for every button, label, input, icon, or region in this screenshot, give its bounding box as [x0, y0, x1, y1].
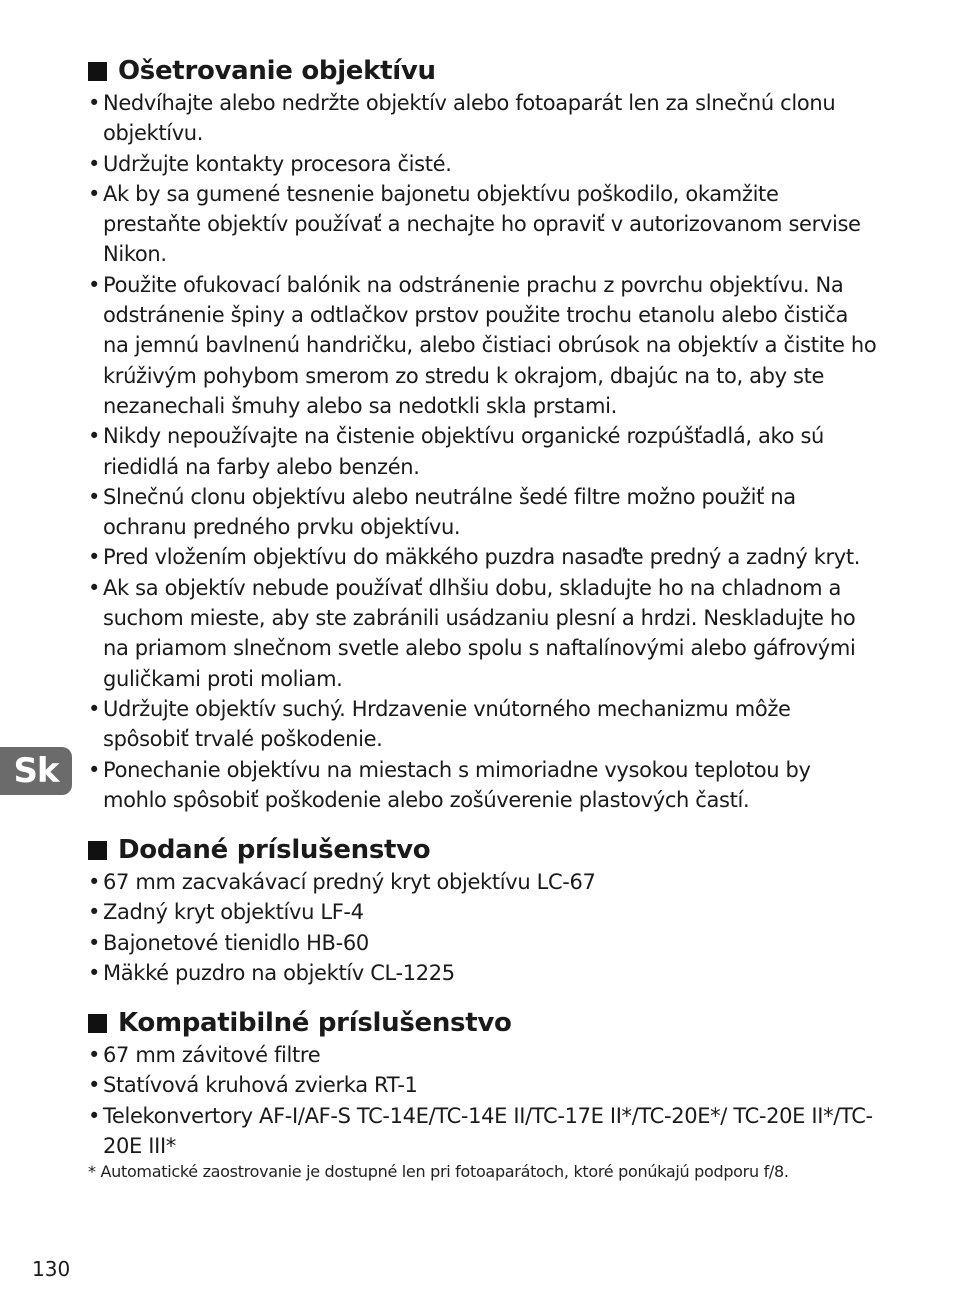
- list-item: • 67 mm závitové filtre: [88, 1040, 878, 1070]
- list-item: • Slnečnú clonu objektívu alebo neutrálne šedé filtre možno použiť na ochranu predného prvku objektívu.: [88, 482, 878, 543]
- bullet-list: [88, 867, 878, 988]
- list-item: • Nedvíhajte alebo nedržte objektív alebo fotoaparát len za slnečnú clonu objektívu.: [88, 88, 878, 149]
- list-item: • Udržujte kontakty procesora čisté.: [88, 149, 878, 179]
- section-heading: [88, 1006, 878, 1040]
- square-bullet-icon: [88, 1014, 107, 1033]
- list-item: • Ak by sa gumené tesnenie bajonetu objektívu poškodilo, okamžite prestaňte objektív používať a nechajte ho opraviť v autorizovanom servise Nikon.: [88, 179, 878, 270]
- square-bullet-icon: [88, 841, 107, 860]
- section-title: Dodané príslušenstvo: [118, 835, 431, 865]
- section-compatible-accessories: [88, 1006, 878, 1161]
- page-number: 130: [32, 1257, 71, 1281]
- list-item: • Ponechanie objektívu na miestach s mimoriadne vysokou teplotou by mohlo spôsobiť poškodenie alebo zošúverenie plastových častí.: [88, 755, 878, 816]
- section-title: Ošetrovanie objektívu: [118, 56, 436, 86]
- list-item: • Ak sa objektív nebude používať dlhšiu dobu, skladujte ho na chladnom a suchom mieste, aby ste zabránili usádzaniu plesní a hrdzi. Neskladujte ho na priamom slnečnom svetle alebo spolu s naftalínovými alebo gáfrovými guličkami proti moliam.: [88, 573, 878, 694]
- list-item: • Telekonvertory AF-I/AF-S TC-14E/TC-14E II/TC-17E II*/TC-20E*/ TC-20E II*/TC-20E III*: [88, 1101, 878, 1162]
- bullet-list: [88, 1040, 878, 1161]
- bullet-list: [88, 88, 878, 815]
- list-item: • Mäkké puzdro na objektív CL-1225: [88, 958, 878, 988]
- list-item: • Statívová kruhová zvierka RT-1: [88, 1070, 878, 1100]
- footnote: * Automatické zaostrovanie je dostupné len pri fotoaparátoch, ktoré ponúkajú podporu f/8.: [88, 1162, 789, 1181]
- section-lens-care: [88, 54, 878, 815]
- list-item: • Zadný kryt objektívu LF-4: [88, 897, 878, 927]
- list-item: • 67 mm zacvakávací predný kryt objektívu LC-67: [88, 867, 878, 897]
- square-bullet-icon: [88, 62, 107, 81]
- list-item: • Udržujte objektív suchý. Hrdzavenie vnútorného mechanizmu môže spôsobiť trvalé poškodenie.: [88, 694, 878, 755]
- section-heading: [88, 833, 878, 867]
- list-item: • Bajonetové tienidlo HB-60: [88, 928, 878, 958]
- list-item: • Použite ofukovací balónik na odstránenie prachu z povrchu objektívu. Na odstránenie špiny a odtlačkov prstov použite trochu etanolu alebo čističa na jemnú bavlnenú handričku, alebo čistiaci obrúsok na objektív a čistite ho krúživým pohybom smerom zo stredu k okrajom, dbajúc na to, aby ste nezanechali šmuhy alebo sa nedotkli skla prstami.: [88, 270, 878, 421]
- language-tab: [0, 747, 72, 795]
- section-title: Kompatibilné príslušenstvo: [118, 1008, 512, 1038]
- list-item: • Pred vložením objektívu do mäkkého puzdra nasaďte predný a zadný kryt.: [88, 542, 878, 572]
- language-tab-label: Sk: [13, 751, 59, 791]
- section-heading: [88, 54, 878, 88]
- list-item: • Nikdy nepoužívajte na čistenie objektívu organické rozpúšťadlá, ako sú riedidlá na farby alebo benzén.: [88, 421, 878, 482]
- section-supplied-accessories: [88, 833, 878, 988]
